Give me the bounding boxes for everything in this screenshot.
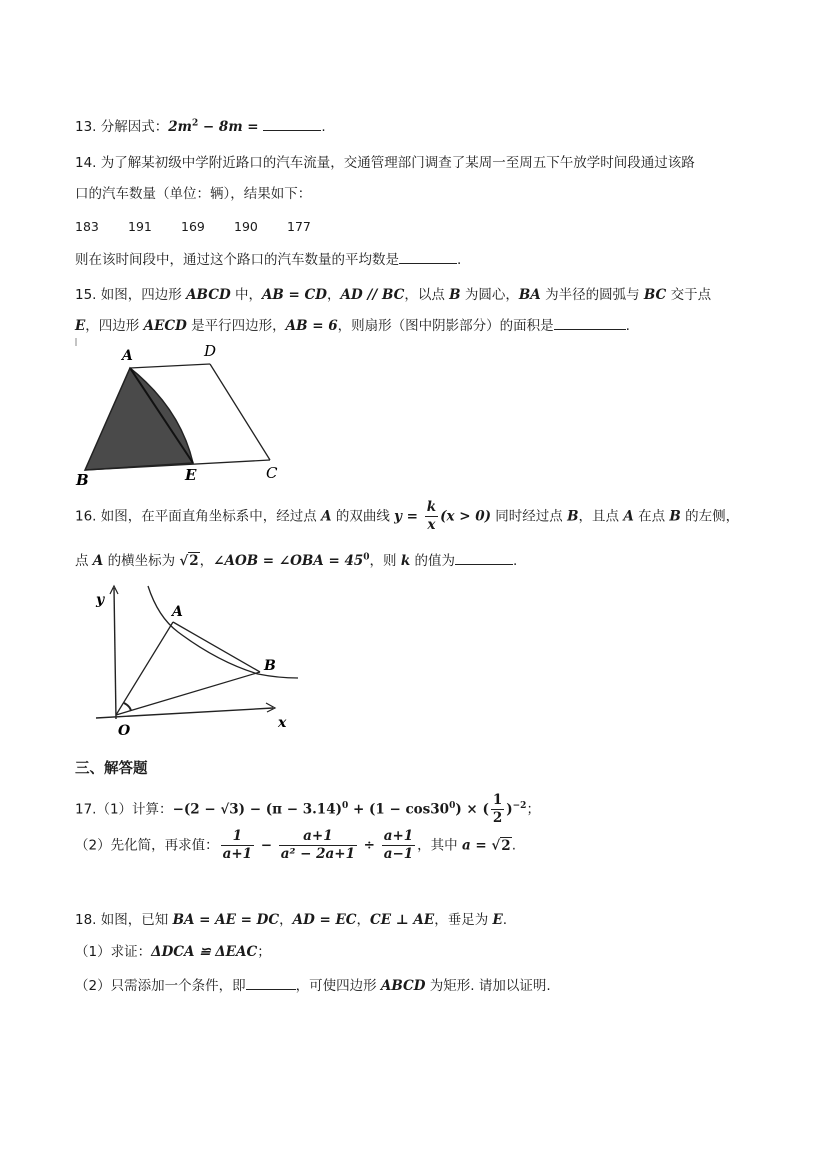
q13-expr-sup: 2 bbox=[191, 118, 199, 129]
q17-expr: −(2 − √3) − (π − 3.14) bbox=[172, 801, 342, 818]
q18-cond: AD = EC bbox=[292, 912, 357, 928]
segment-dc bbox=[210, 364, 270, 460]
q17-expr: + (1 − cos30 bbox=[348, 801, 450, 818]
segment-ab bbox=[173, 622, 260, 672]
q15-text: 15. 如图，四边形 bbox=[75, 287, 187, 303]
q18-e: E bbox=[492, 912, 503, 928]
q15-figure bbox=[70, 338, 300, 488]
q16-deg: 0 bbox=[363, 552, 370, 563]
q16-a: A bbox=[321, 508, 332, 525]
fraction-1 bbox=[221, 828, 254, 863]
q15-cond3: AB = 6 bbox=[285, 318, 338, 334]
frac-den: a−1 bbox=[383, 846, 414, 862]
frac-den: a+1 bbox=[222, 846, 253, 862]
q15-ba: BA bbox=[518, 287, 541, 303]
q17-op: − bbox=[256, 837, 277, 854]
q15-text: 是平行四边形， bbox=[186, 318, 286, 334]
frac-den: x bbox=[427, 517, 436, 533]
answer-blank bbox=[399, 252, 457, 264]
q16-text: 的横坐标为 bbox=[103, 553, 180, 569]
q17-line1 bbox=[75, 792, 540, 827]
frac-num: a+1 bbox=[383, 828, 414, 844]
fraction-half bbox=[491, 792, 504, 827]
q16-text: 的左侧， bbox=[680, 508, 740, 525]
answer-blank bbox=[554, 318, 626, 330]
q17-sqrt: 2 bbox=[501, 837, 511, 854]
q16-a: A bbox=[92, 553, 104, 569]
q15-b: B bbox=[449, 287, 461, 303]
q14-line2: 口的汽车数量（单位：辆），结果如下： bbox=[75, 186, 312, 202]
q18-text: ， bbox=[279, 912, 293, 928]
label-a: A bbox=[122, 348, 133, 364]
q16-text: ，则 bbox=[369, 553, 401, 569]
q14-values bbox=[75, 219, 340, 234]
frac-num: 1 bbox=[221, 828, 254, 846]
q13-expr-b: − 8m = bbox=[198, 119, 264, 135]
q15-aecd: AECD bbox=[143, 318, 187, 334]
q15-text: ，以点 bbox=[404, 287, 450, 303]
q16-text: ， bbox=[199, 553, 214, 569]
answer-blank bbox=[246, 978, 296, 990]
q16-a: A bbox=[623, 508, 634, 525]
q16-text: 在点 bbox=[633, 508, 670, 525]
q18-cong: ΔDCA ≌ ΔEAC bbox=[151, 944, 258, 960]
q18-text: 18. 如图，已知 bbox=[75, 912, 173, 928]
q17-text: ； bbox=[526, 801, 540, 818]
q16-cond: (x > 0) bbox=[440, 508, 491, 525]
q16-end: . bbox=[513, 553, 518, 569]
label-d: D bbox=[204, 342, 217, 360]
q16-text: 点 bbox=[75, 553, 93, 569]
value-item: 183 bbox=[75, 219, 99, 234]
label-c: C bbox=[266, 464, 278, 482]
q17-op: ÷ bbox=[358, 837, 380, 854]
q16-text: 的值为 bbox=[410, 553, 455, 569]
value-item: 169 bbox=[181, 219, 205, 234]
q18-text: ，垂足为 bbox=[434, 912, 493, 928]
q15-bc: BC bbox=[643, 287, 667, 303]
q16-y: y = bbox=[394, 508, 423, 525]
answer-blank bbox=[263, 119, 321, 131]
value-item: 191 bbox=[128, 219, 152, 234]
q15-abcd: ABCD bbox=[186, 287, 231, 303]
q15-e: E bbox=[75, 318, 86, 334]
label-y: y bbox=[96, 592, 105, 608]
q15-cond1: AB = CD bbox=[261, 287, 328, 303]
q18-sub1 bbox=[75, 940, 271, 960]
q16-k: k bbox=[400, 553, 411, 569]
q16-angles: ∠AOB = ∠OBA = 45 bbox=[213, 553, 364, 569]
q13-label: 13. 分解因式： bbox=[75, 119, 169, 135]
q15-cond2: AD // BC bbox=[340, 287, 405, 303]
label-x: x bbox=[278, 715, 287, 731]
q16-text: 的双曲线 bbox=[331, 508, 395, 525]
label-a: A bbox=[172, 604, 183, 620]
q17-sup: −2 bbox=[512, 801, 527, 811]
q16-figure bbox=[88, 582, 303, 742]
segment-ad bbox=[130, 364, 210, 368]
value-item: 177 bbox=[287, 219, 311, 234]
q15-text: ，则扇形（图中阴影部分）的面积是 bbox=[337, 318, 554, 334]
q18-text: （1）求证： bbox=[75, 944, 152, 960]
fraction-k-over-x bbox=[425, 499, 438, 534]
q18-text: ，可使四边形 bbox=[295, 978, 381, 994]
q18-end: . bbox=[502, 912, 508, 928]
q15-text: ， bbox=[327, 287, 341, 303]
q15-text: 中， bbox=[230, 287, 262, 303]
y-axis bbox=[114, 588, 116, 719]
q18-cond: BA = AE = DC bbox=[172, 912, 280, 928]
q14-line1: 14. 为了解某初级中学附近路口的汽车流量，交通管理部门调查了某周一至周五下午放学时间段通过该路 bbox=[75, 155, 695, 171]
fraction-3 bbox=[382, 828, 415, 863]
q14-line4-text: 则在该时间段中，通过这个路口的汽车数量的平均数是 bbox=[75, 252, 399, 268]
fraction-2 bbox=[279, 828, 357, 863]
q18-sub2 bbox=[75, 974, 551, 994]
answer-blank bbox=[455, 553, 513, 565]
question-13 bbox=[75, 115, 326, 135]
q14-end: . bbox=[457, 252, 462, 268]
q18-abcd: ABCD bbox=[380, 978, 426, 994]
angle-mark bbox=[124, 703, 131, 711]
q17-line2: （2）先化简，再求值： $\frac{1}{a+1}$ − $\frac{a+1}{\text{a² − 2a+1}}$ ÷ $\frac{a+1}{a-1}$ ，其中 a = √2. bbox=[75, 828, 516, 862]
label-o: O bbox=[118, 723, 131, 739]
q15-text: 交于点 bbox=[666, 287, 712, 303]
q17-text: ，其中 bbox=[417, 837, 462, 854]
section-heading: 三、解答题 bbox=[75, 761, 148, 777]
q13-expr-a: 2m bbox=[168, 119, 192, 135]
q17-end: . bbox=[511, 837, 516, 854]
q14-line4 bbox=[75, 248, 461, 268]
q18-line1 bbox=[75, 908, 507, 928]
frac-den: a² − 2a+1 bbox=[280, 846, 355, 862]
q15-line2 bbox=[75, 314, 630, 334]
q13-end: . bbox=[321, 119, 326, 135]
q18-text: 为矩形. 请加以证明. bbox=[425, 978, 551, 994]
q16-text: ，且点 bbox=[578, 508, 624, 525]
q17-sup: 0 bbox=[449, 801, 456, 811]
label-b: B bbox=[264, 658, 276, 674]
q15-line1 bbox=[75, 283, 711, 303]
segment-ob bbox=[116, 672, 260, 715]
q15-text: 为半径的圆弧与 bbox=[540, 287, 644, 303]
q15-end: . bbox=[625, 318, 630, 334]
q18-text: （2）只需添加一个条件，即 bbox=[75, 978, 246, 994]
q15-text: ，四边形 bbox=[85, 318, 144, 334]
q17-text: 17.（1）计算： bbox=[75, 801, 173, 818]
q18-text: ； bbox=[257, 944, 271, 960]
frac-num: k bbox=[426, 499, 437, 515]
frac-num: 1 bbox=[492, 792, 503, 808]
label-b: B bbox=[76, 471, 89, 488]
q18-text: ， bbox=[356, 912, 371, 928]
q16-b: B bbox=[567, 508, 579, 525]
q16-line1 bbox=[75, 499, 739, 534]
q16-b: B bbox=[669, 508, 681, 525]
q17-text: （2）先化简，再求值： bbox=[75, 837, 219, 854]
q17-sup: 0 bbox=[341, 801, 349, 811]
q15-text: 为圆心， bbox=[460, 287, 519, 303]
frac-num: a+1 bbox=[279, 828, 357, 846]
q16-text: 同时经过点 bbox=[491, 508, 568, 525]
q16-text: 16. 如图，在平面直角坐标系中，经过点 bbox=[75, 508, 322, 525]
q18-cond: CE ⊥ AE bbox=[370, 912, 435, 928]
label-e: E bbox=[185, 466, 197, 484]
q17-a: a = bbox=[461, 837, 492, 854]
q17-expr: ) bbox=[506, 801, 513, 818]
q16-line2: 点 A 的横坐标为 √2，∠AOB = ∠OBA = $45^0$，则 k 的值为 . bbox=[75, 552, 518, 569]
frac-den: 2 bbox=[492, 810, 503, 826]
q16-sqrt: 2 bbox=[189, 553, 199, 569]
q17-expr: ) × ( bbox=[455, 801, 489, 818]
value-item: 190 bbox=[234, 219, 258, 234]
